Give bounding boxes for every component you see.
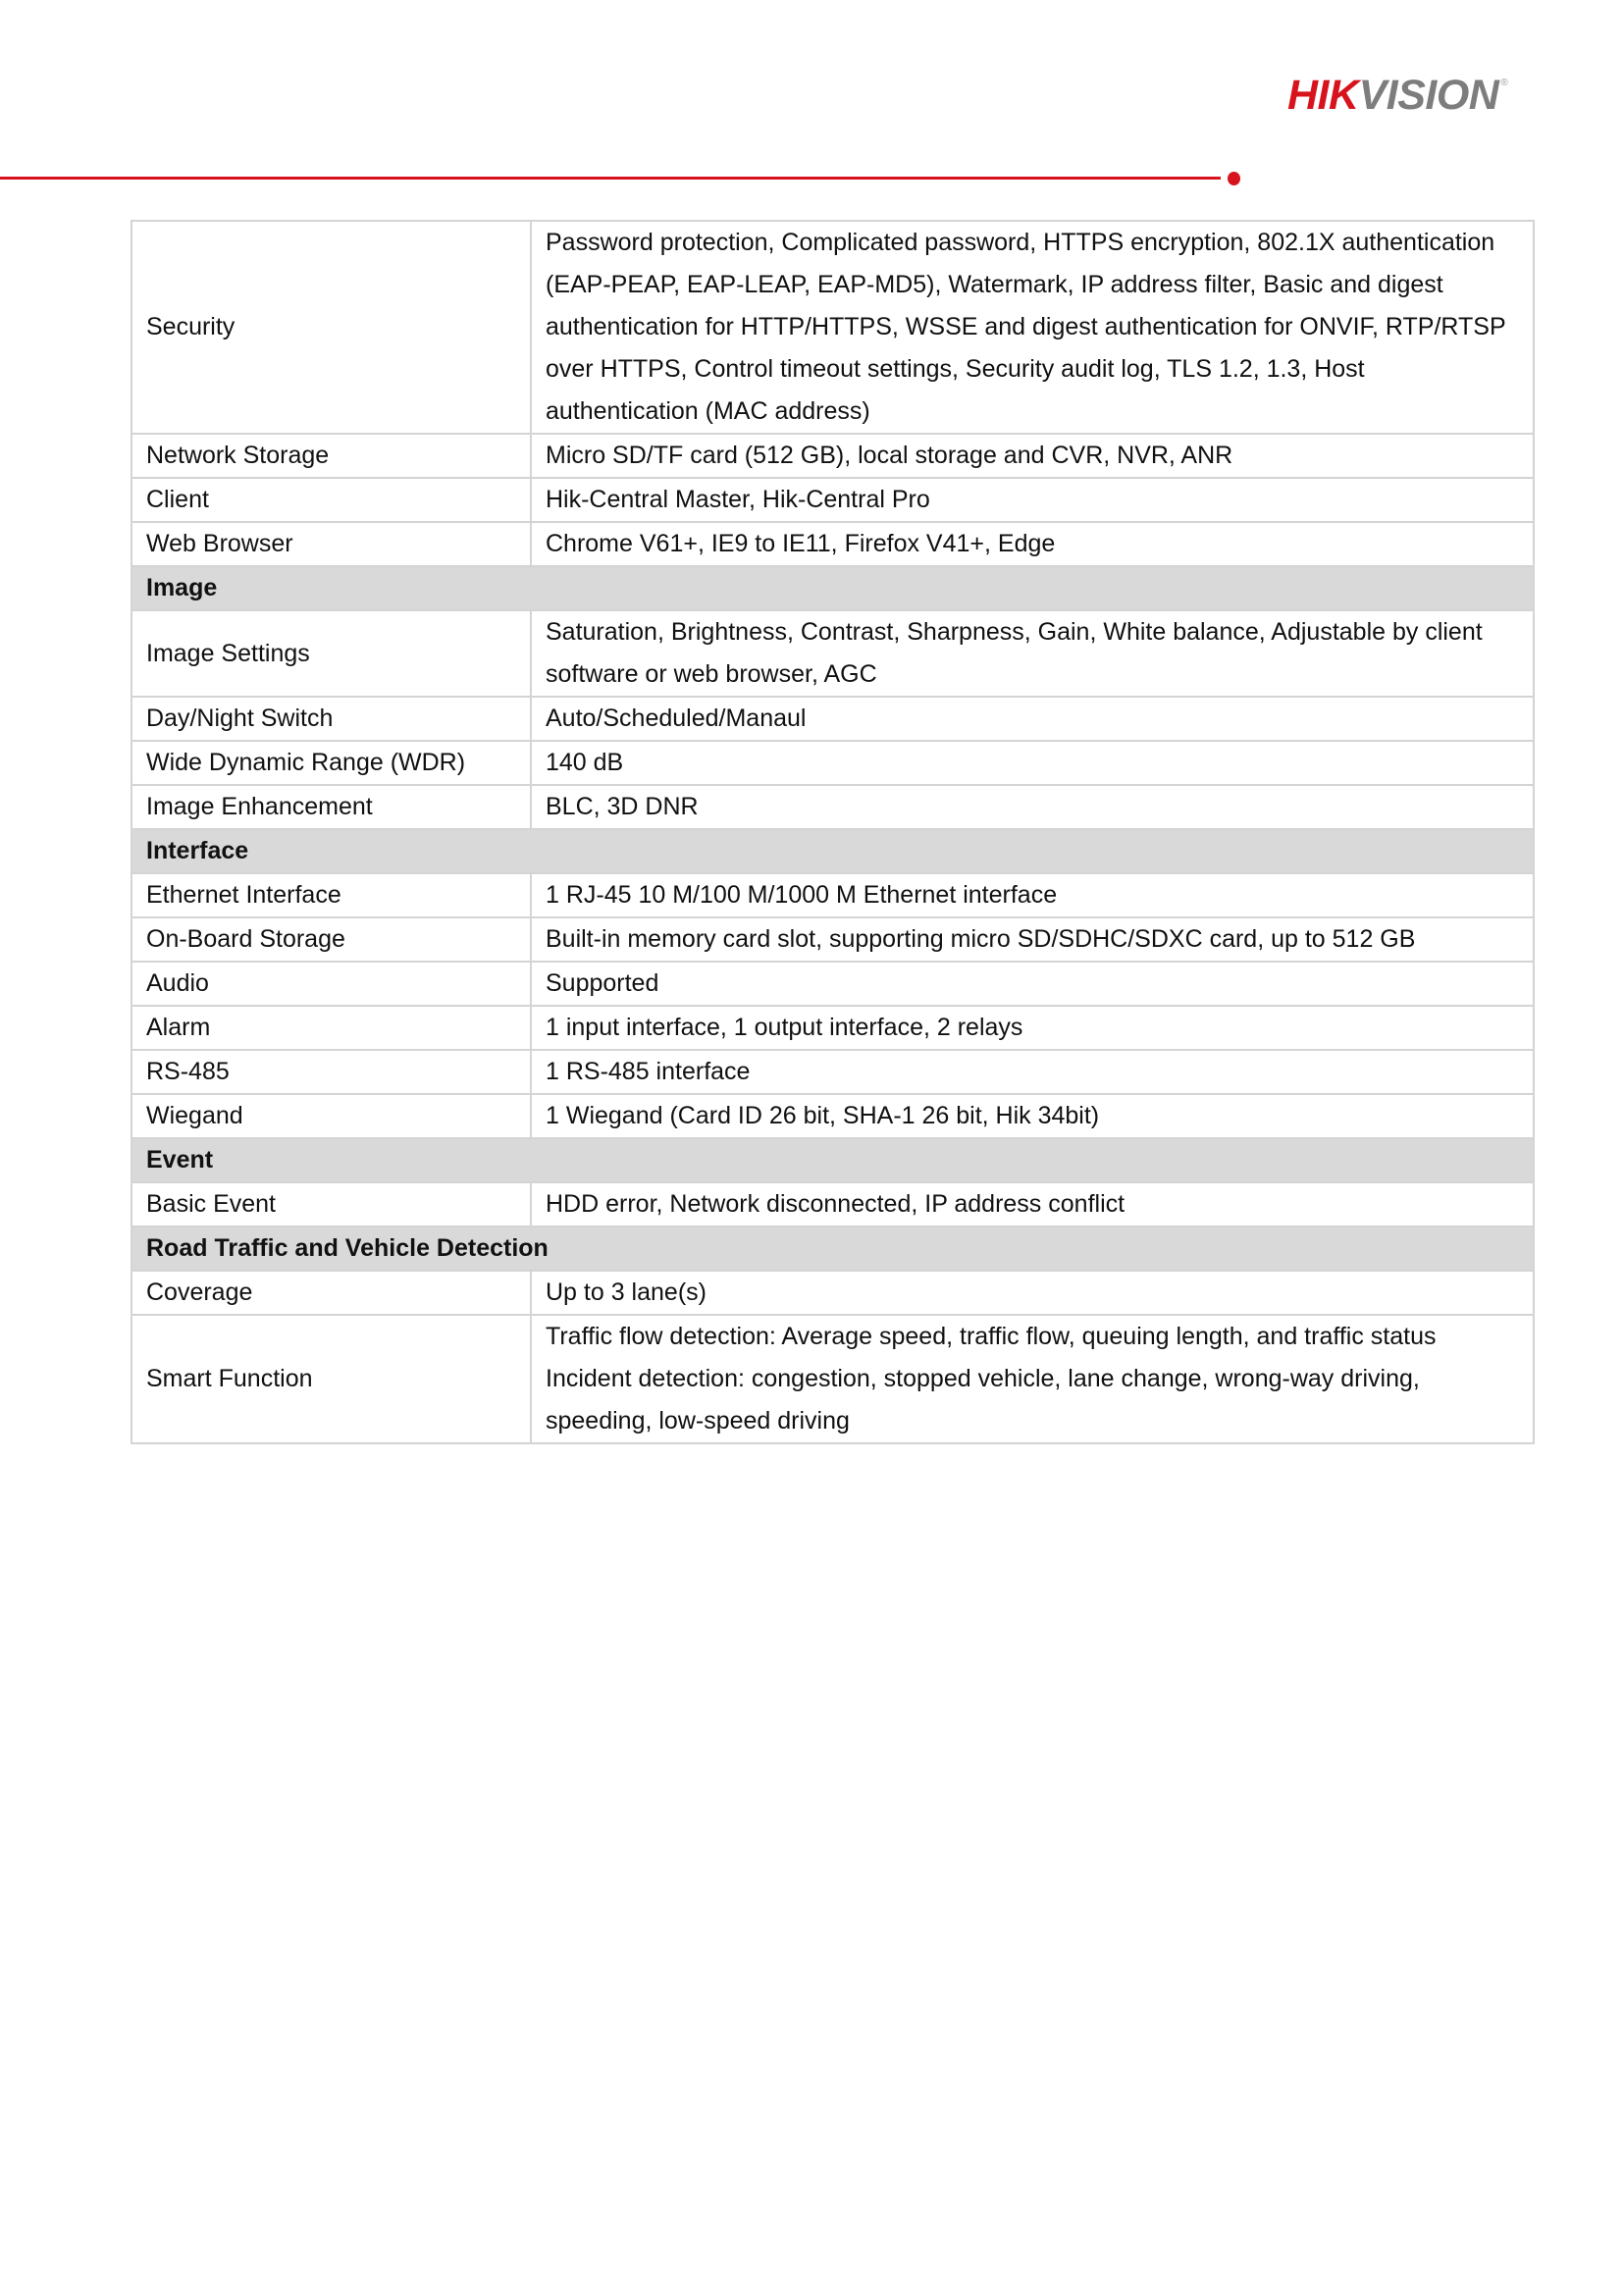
spec-value <box>531 522 1534 566</box>
spec-value <box>531 1006 1534 1050</box>
spec-value-line: Saturation, Brightness, Contrast, Sharpness, Gain, White balance, Adjustable by client <box>546 618 1483 646</box>
spec-label: Image Enhancement <box>131 785 531 829</box>
spec-row <box>131 697 1534 741</box>
spec-label: Client <box>131 478 531 522</box>
spec-value <box>531 221 1534 434</box>
section-title: Image <box>131 566 1534 610</box>
spec-label: Smart Function <box>131 1315 531 1443</box>
spec-value-line: Built-in memory card slot, supporting micro SD/SDHC/SDXC card, up to 512 GB <box>546 925 1416 953</box>
spec-value <box>531 785 1534 829</box>
section-title: Road Traffic and Vehicle Detection <box>131 1226 1534 1271</box>
spec-value-line: (EAP-PEAP, EAP-LEAP, EAP-MD5), Watermark, IP address filter, Basic and digest <box>546 271 1443 298</box>
section-header-row <box>131 1138 1534 1182</box>
registered-mark: ® <box>1500 78 1508 88</box>
spec-row <box>131 1006 1534 1050</box>
spec-value-line: Chrome V61+, IE9 to IE11, Firefox V41+, Edge <box>546 530 1056 557</box>
spec-value-line: Incident detection: congestion, stopped vehicle, lane change, wrong-way driving, <box>546 1365 1420 1392</box>
spec-value-line: speeding, low-speed driving <box>546 1407 850 1435</box>
spec-row <box>131 1050 1534 1094</box>
header-divider-dot <box>1228 172 1240 185</box>
header-divider-line <box>0 177 1221 180</box>
spec-value-line: Supported <box>546 969 659 997</box>
spec-label: Network Storage <box>131 434 531 478</box>
spec-value-line: over HTTPS, Control timeout settings, Security audit log, TLS 1.2, 1.3, Host <box>546 355 1365 383</box>
spec-row <box>131 962 1534 1006</box>
spec-value-line: authentication for HTTP/HTTPS, WSSE and digest authentication for ONVIF, RTP/RTSP <box>546 313 1506 340</box>
spec-label: Alarm <box>131 1006 531 1050</box>
spec-row <box>131 610 1534 697</box>
spec-value <box>531 1271 1534 1315</box>
spec-value <box>531 962 1534 1006</box>
spec-label: RS-485 <box>131 1050 531 1094</box>
spec-value <box>531 917 1534 962</box>
spec-label: Security <box>131 221 531 434</box>
spec-row <box>131 873 1534 917</box>
section-title: Interface <box>131 829 1534 873</box>
spec-label: Web Browser <box>131 522 531 566</box>
spec-label: Basic Event <box>131 1182 531 1226</box>
spec-label: Coverage <box>131 1271 531 1315</box>
spec-label: Day/Night Switch <box>131 697 531 741</box>
spec-value <box>531 1182 1534 1226</box>
spec-value-line: 1 RJ-45 10 M/100 M/1000 M Ethernet interface <box>546 881 1058 909</box>
spec-label: Wide Dynamic Range (WDR) <box>131 741 531 785</box>
spec-value-line: software or web browser, AGC <box>546 660 877 688</box>
logo-part-vision: VISION <box>1358 72 1499 119</box>
spec-value-line: 1 RS-485 interface <box>546 1058 751 1085</box>
spec-value <box>531 697 1534 741</box>
spec-row <box>131 1182 1534 1226</box>
spec-value-line: Up to 3 lane(s) <box>546 1278 707 1306</box>
specification-table <box>131 220 1535 1444</box>
spec-value <box>531 1094 1534 1138</box>
spec-value <box>531 1050 1534 1094</box>
spec-row <box>131 917 1534 962</box>
spec-value <box>531 741 1534 785</box>
spec-value <box>531 610 1534 697</box>
spec-value-line: 1 Wiegand (Card ID 26 bit, SHA-1 26 bit, Hik 34bit) <box>546 1102 1100 1129</box>
spec-label: On-Board Storage <box>131 917 531 962</box>
spec-value-line: 140 dB <box>546 749 624 776</box>
spec-label: Ethernet Interface <box>131 873 531 917</box>
spec-label: Image Settings <box>131 610 531 697</box>
spec-value-line: Auto/Scheduled/Manaul <box>546 704 807 732</box>
section-header-row <box>131 566 1534 610</box>
spec-row <box>131 478 1534 522</box>
spec-row <box>131 1315 1534 1443</box>
spec-row <box>131 221 1534 434</box>
logo-part-hik: HIK <box>1287 72 1359 119</box>
section-title: Event <box>131 1138 1534 1182</box>
spec-row <box>131 434 1534 478</box>
spec-label: Audio <box>131 962 531 1006</box>
spec-row <box>131 741 1534 785</box>
spec-value <box>531 1315 1534 1443</box>
spec-value <box>531 478 1534 522</box>
spec-value-line: Traffic flow detection: Average speed, traffic flow, queuing length, and traffic status <box>546 1323 1437 1350</box>
spec-value-line: Password protection, Complicated password, HTTPS encryption, 802.1X authentication <box>546 229 1495 256</box>
spec-row <box>131 1271 1534 1315</box>
spec-value-line: HDD error, Network disconnected, IP address conflict <box>546 1190 1126 1218</box>
spec-value-line: Micro SD/TF card (512 GB), local storage and CVR, NVR, ANR <box>546 442 1233 469</box>
spec-label: Wiegand <box>131 1094 531 1138</box>
spec-value-line: Hik-Central Master, Hik-Central Pro <box>546 486 930 513</box>
spec-row <box>131 1094 1534 1138</box>
spec-value-line: 1 input interface, 1 output interface, 2 relays <box>546 1014 1023 1041</box>
spec-value <box>531 873 1534 917</box>
section-header-row <box>131 829 1534 873</box>
spec-value-line: BLC, 3D DNR <box>546 793 699 820</box>
spec-row <box>131 522 1534 566</box>
hikvision-logo <box>1287 72 1508 119</box>
section-header-row <box>131 1226 1534 1271</box>
spec-value <box>531 434 1534 478</box>
spec-value-line: authentication (MAC address) <box>546 397 870 425</box>
specification-table-body <box>131 221 1534 1443</box>
spec-row <box>131 785 1534 829</box>
